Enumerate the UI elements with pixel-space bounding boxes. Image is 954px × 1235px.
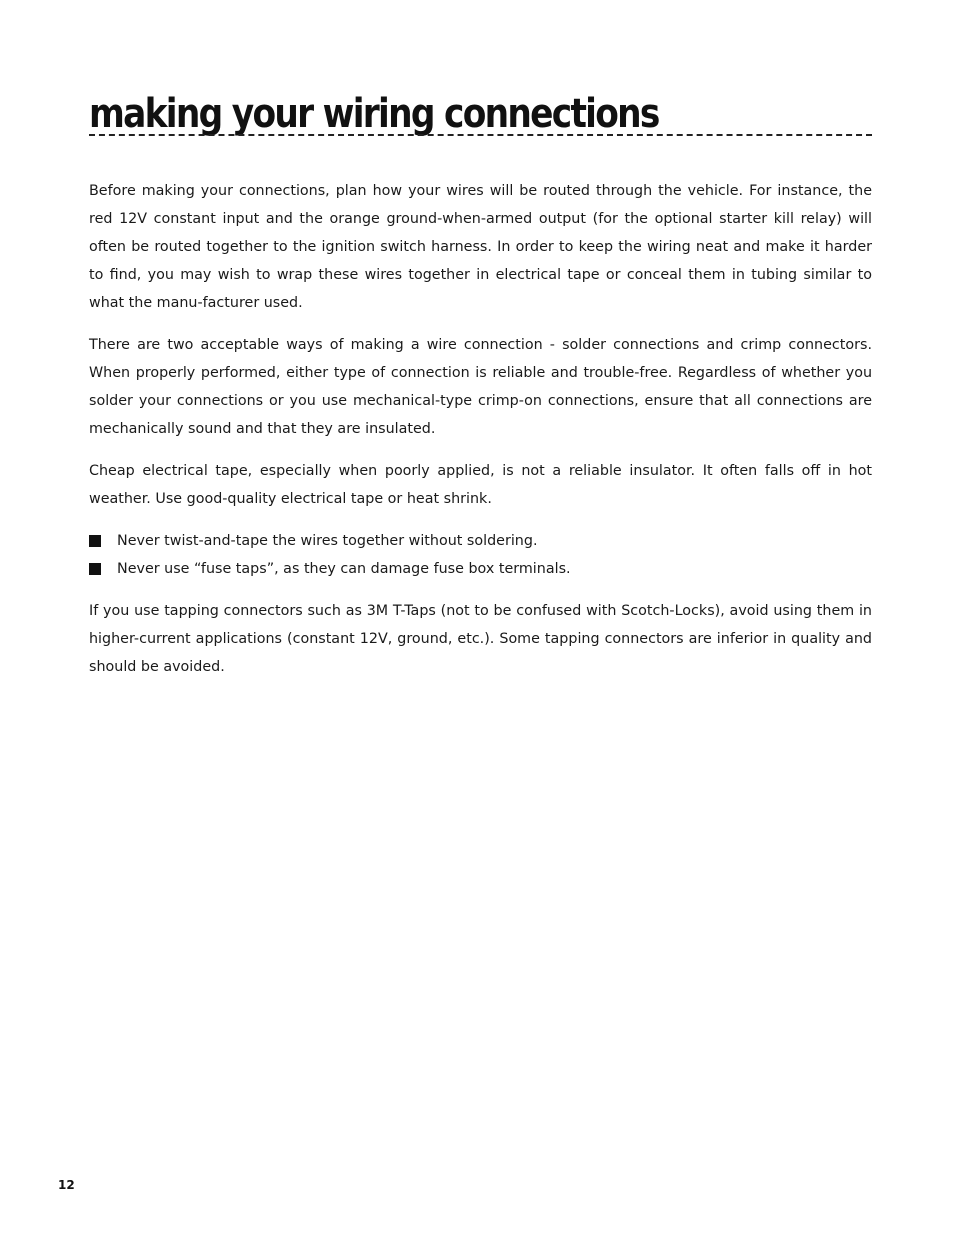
list-item [89, 555, 872, 583]
paragraph-tapping-connectors: If you use tapping connectors such as 3M T-Taps (not to be confused with Scotch-Locks), avoid using them in higher-current applications (constant 12V, ground, etc.). Some tapping connectors are inferior in quality and should be avoided. [89, 603, 872, 675]
list-item-text: Never twist-and-tape the wires together without soldering. [117, 533, 538, 549]
page-title: making your wiring connections [89, 91, 659, 137]
paragraph-electrical-tape: Cheap electrical tape, especially when poorly applied, is not a reliable insulator. It often falls off in hot weather. Use good-quality electrical tape or heat shrink. [89, 463, 872, 507]
list-item [89, 527, 872, 555]
page-number: 12 [58, 1178, 75, 1192]
paragraph-connection-methods: There are two acceptable ways of making a wire connection - solder connections and crimp connectors. When properly performed, either type of connection is reliable and trouble-free. Regardless of whether you solder your connections or you use mechanical-type crimp-on connections, ensure that all connections are mechanically sound and that they are insulated. [89, 337, 872, 437]
list-item-text: Never use “fuse taps”, as they can damage fuse box terminals. [117, 561, 571, 577]
body-content [89, 177, 872, 695]
square-bullet-icon [89, 563, 101, 575]
square-bullet-icon [89, 535, 101, 547]
paragraph-routing: Before making your connections, plan how your wires will be routed through the vehicle. For instance, the red 12V constant input and the orange ground-when-armed output (for the optional starter kill relay) will often be routed together to the ignition switch harness. In order to keep the wiring neat and make it harder to find, you may wish to wrap these wires together in electrical tape or conceal them in tubing similar to what the manu-facturer used. [89, 183, 872, 311]
warning-list [89, 527, 872, 583]
title-dashed-rule [89, 134, 872, 136]
